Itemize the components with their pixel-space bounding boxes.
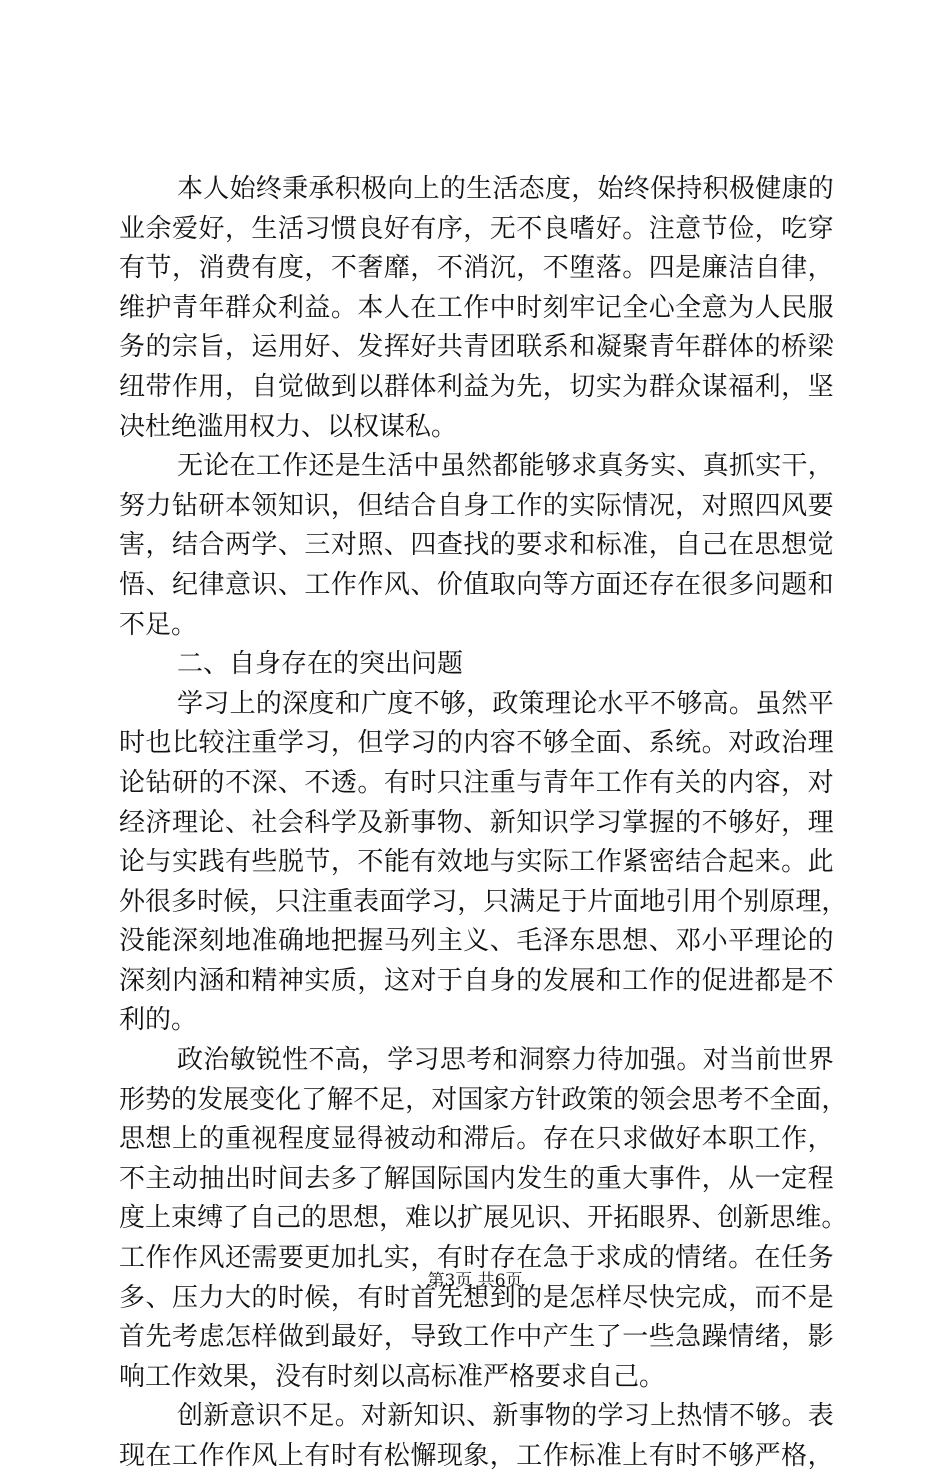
paragraph [119, 447, 834, 645]
text-line: 现 在 工 作 作 风 上 有 时 有 松 懈 现 象 ， 工 作 标 准 上 有 时 不 够 严 格 ， [119, 1441, 834, 1471]
text-line: 经 济 理 论 、 社 会 科 学 及 新 事 物 、 新 知 识 学 习 掌 握 的 不 够 好 ， 理 [119, 807, 834, 838]
text-line: 害 ， 结 合 两 学 、 三 对 照 、 四 查 找 的 要 求 和 标 准 ， 自 己 在 思 想 觉 [119, 530, 834, 561]
text-line: 不足。 [119, 609, 198, 640]
paragraph [119, 645, 834, 685]
text-line: 悟 、 纪 律 意 识 、 工 作 作 风 、 价 值 取 向 等 方 面 还 存 在 很 多 问 题 和 [119, 569, 834, 600]
text-line: 创 新 意 识 不 足 。 对 新 知 识 、 新 事 物 的 学 习 上 热 情 不 够 。 表 [177, 1401, 834, 1432]
text-line: 论 与 实 践 有 些 脱 节 ， 不 能 有 效 地 与 实 际 工 作 紧 密 结 合 起 来 。 此 [119, 847, 834, 878]
text-line: 有 节 ， 消 费 有 度 ， 不 奢 靡 ， 不 消 沉 ， 不 堕 落 。 四 是 廉 洁 自 律 ， [119, 253, 834, 284]
text-line: 二、自身存在的突出问题 [177, 649, 464, 680]
text-line: 决杜绝滥用权力、以权谋私。 [119, 411, 458, 442]
text-line: 时 也 比 较 注 重 学 习 ， 但 学 习 的 内 容 不 够 全 面 、 系 统 。 对 政 治 理 [119, 728, 834, 759]
page-footer: 第3页 共6页 [427, 1271, 523, 1291]
text-line: 外 很 多 时 候 ， 只 注 重 表 面 学 习 ， 只 满 足 于 片 面 地 引 用 个 别 原 理 ， [119, 886, 848, 917]
text-line: 务 的 宗 旨 ， 运 用 好 、 发 挥 好 共 青 团 联 系 和 凝 聚 青 年 群 体 的 桥 梁 [119, 332, 834, 363]
text-line: 本 人 始 终 秉 承 积 极 向 上 的 生 活 态 度 ， 始 终 保 持 积 极 健 康 的 [177, 174, 834, 204]
text-line: 深 刻 内 涵 和 精 神 实 质 ， 这 对 于 自 身 的 发 展 和 工 作 的 促 进 都 是 不 [119, 965, 834, 996]
paragraph [119, 170, 834, 447]
text-line: 业 余 爱 好 ， 生 活 习 惯 良 好 有 序 ， 无 不 良 嗜 好 。 注 意 节 俭 ， 吃 穿 [119, 213, 834, 244]
text-line: 响工作效果，没有时刻以高标准严格要求自己。 [119, 1361, 666, 1392]
paragraph [119, 685, 848, 1041]
text-line: 多 、 压 力 大 的 时 候 ， 有 时 首 先 想 到 的 是 怎 样 尽 快 完 成 ， 而 不 是 [119, 1282, 834, 1313]
text-line: 努 力 钻 研 本 领 知 识 ， 但 结 合 自 身 工 作 的 实 际 情 况 ， 对 照 四 风 要 [119, 490, 834, 521]
text-line: 度 上 束 缚 了 自 己 的 思 想 ， 难 以 扩 展 见 识 、 开 拓 眼 界 、 创 新 思 维 。 [119, 1203, 848, 1234]
paragraph [119, 1397, 834, 1476]
text-line: 纽 带 作 用 ， 自 觉 做 到 以 群 体 利 益 为 先 ， 切 实 为 群 众 谋 福 利 ， 坚 [119, 371, 834, 402]
text-line: 学 习 上 的 深 度 和 广 度 不 够 ， 政 策 理 论 水 平 不 够 高 。 虽 然 平 [177, 688, 834, 719]
text-line: 不 主 动 抽 出 时 间 去 多 了 解 国 际 国 内 发 生 的 重 大 事 件 ， 从 一 定 程 [119, 1163, 834, 1194]
text-line: 无 论 在 工 作 还 是 生 活 中 虽 然 都 能 够 求 真 务 实 、 真 抓 实 干 ， [177, 451, 834, 482]
text-line: 没 能 深 刻 地 准 确 地 把 握 马 列 主 义 、 毛 泽 东 思 想 、 邓 小 平 理 论 的 [119, 926, 834, 957]
text-line: 维 护 青 年 群 众 利 益 。 本 人 在 工 作 中 时 刻 牢 记 全 心 全 意 为 人 民 服 [119, 292, 834, 323]
text-line: 工 作 作 风 还 需 要 更 加 扎 实 ， 有 时 存 在 急 于 求 成 的 情 绪 。 在 任 务 [119, 1243, 834, 1274]
text-line: 形 势 的 发 展 变 化 了 解 不 足 ， 对 国 家 方 针 政 策 的 领 会 思 考 不 全 面 ， [119, 1084, 848, 1115]
text-line: 政 治 敏 锐 性 不 高 ， 学 习 思 考 和 洞 察 力 待 加 强 。 对 当 前 世 界 [177, 1045, 834, 1076]
text-line: 首 先 考 虑 怎 样 做 到 最 好 ， 导 致 工 作 中 产 生 了 一 些 急 躁 情 绪 ， 影 [119, 1322, 834, 1353]
text-line: 思 想 上 的 重 视 程 度 显 得 被 动 和 滞 后 。 存 在 只 求 做 好 本 职 工 作 ， [119, 1124, 834, 1155]
text-line: 利的。 [119, 1005, 198, 1036]
text-line: 论 钻 研 的 不 深 、 不 透 。 有 时 只 注 重 与 青 年 工 作 有 关 的 内 容 ， 对 [119, 767, 834, 798]
